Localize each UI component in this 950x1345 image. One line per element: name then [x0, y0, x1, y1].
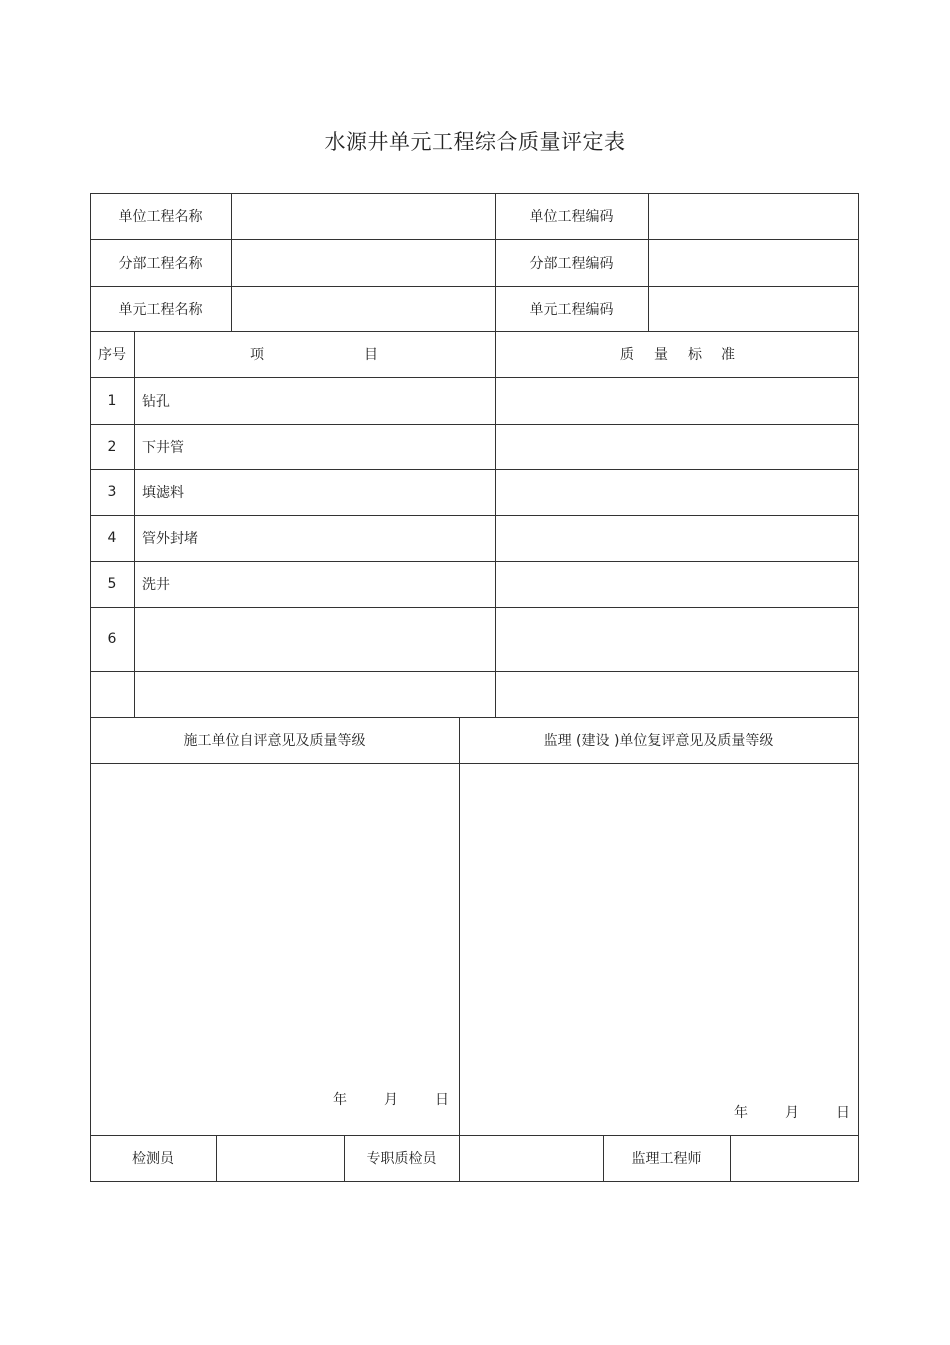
unit-project-code-field[interactable] — [648, 193, 858, 239]
item-number: 4 — [107, 530, 117, 546]
element-project-name-field[interactable] — [231, 286, 495, 331]
inspector-signature-field[interactable] — [216, 1135, 344, 1181]
quality-inspector-label: 专职质检员 — [366, 1151, 437, 1167]
right-date-month: 月 — [785, 1105, 799, 1121]
supervisor-engineer-signature-field[interactable] — [730, 1135, 858, 1181]
item-number: 5 — [107, 576, 117, 592]
contractor-opinion-area[interactable] — [90, 763, 459, 1083]
table-border-right — [858, 193, 859, 1182]
standard-column-header-b: 量 — [654, 347, 668, 363]
left-date-year: 年 — [333, 1092, 347, 1108]
division-project-name-field[interactable] — [231, 239, 495, 286]
right-date-year: 年 — [734, 1105, 748, 1121]
item-number: 1 — [107, 392, 117, 409]
row-divider — [90, 671, 859, 672]
item-number: 2 — [107, 438, 117, 455]
supervisor-opinion-area[interactable] — [459, 763, 858, 1083]
division-project-code-field[interactable] — [648, 239, 858, 286]
contractor-opinion-header: 施工单位自评意见及质量等级 — [183, 733, 366, 749]
left-date-month: 月 — [384, 1092, 398, 1108]
unit-project-name-label: 单位工程名称 — [118, 209, 203, 225]
item-column-header-a: 项 — [250, 347, 264, 363]
element-project-code-label: 单元工程编码 — [529, 301, 614, 318]
item-number: 6 — [107, 631, 117, 647]
division-project-name-label: 分部工程名称 — [118, 255, 203, 272]
row-divider — [90, 331, 859, 332]
standard-column-header-d: 准 — [721, 347, 735, 363]
item-number: 3 — [107, 484, 117, 500]
item-column-header-b: 目 — [364, 347, 378, 363]
item-name: 管外封堵 — [142, 531, 198, 547]
element-project-code-field[interactable] — [648, 286, 858, 331]
element-project-name-label: 单元工程名称 — [118, 301, 203, 318]
page-title: 水源井单元工程综合质量评定表 — [324, 130, 626, 154]
item-name — [134, 607, 495, 671]
division-project-code-label: 分部工程编码 — [529, 255, 614, 272]
unit-project-code-label: 单位工程编码 — [529, 209, 614, 225]
evaluation-table — [90, 193, 859, 1182]
supervisor-engineer-label: 监理工程师 — [631, 1151, 702, 1167]
left-date-day: 日 — [435, 1092, 449, 1108]
unit-project-name-field[interactable] — [231, 193, 495, 239]
table-border-bottom — [90, 1181, 859, 1182]
standard-column-header-c: 标 — [688, 347, 702, 363]
item-name: 下井管 — [142, 439, 184, 456]
item-name: 洗井 — [142, 577, 170, 593]
supervisor-opinion-header: 监理 (建设 )单位复评意见及质量等级 — [543, 733, 774, 749]
standard-column-header-a: 质 — [620, 347, 634, 363]
quality-inspector-signature-field[interactable] — [459, 1135, 603, 1181]
inspector-label: 检测员 — [132, 1151, 174, 1167]
seq-column-header: 序号 — [98, 347, 126, 363]
right-date-day: 日 — [836, 1105, 850, 1121]
item-name: 填滤料 — [142, 485, 184, 501]
item-name: 钻孔 — [142, 393, 170, 410]
